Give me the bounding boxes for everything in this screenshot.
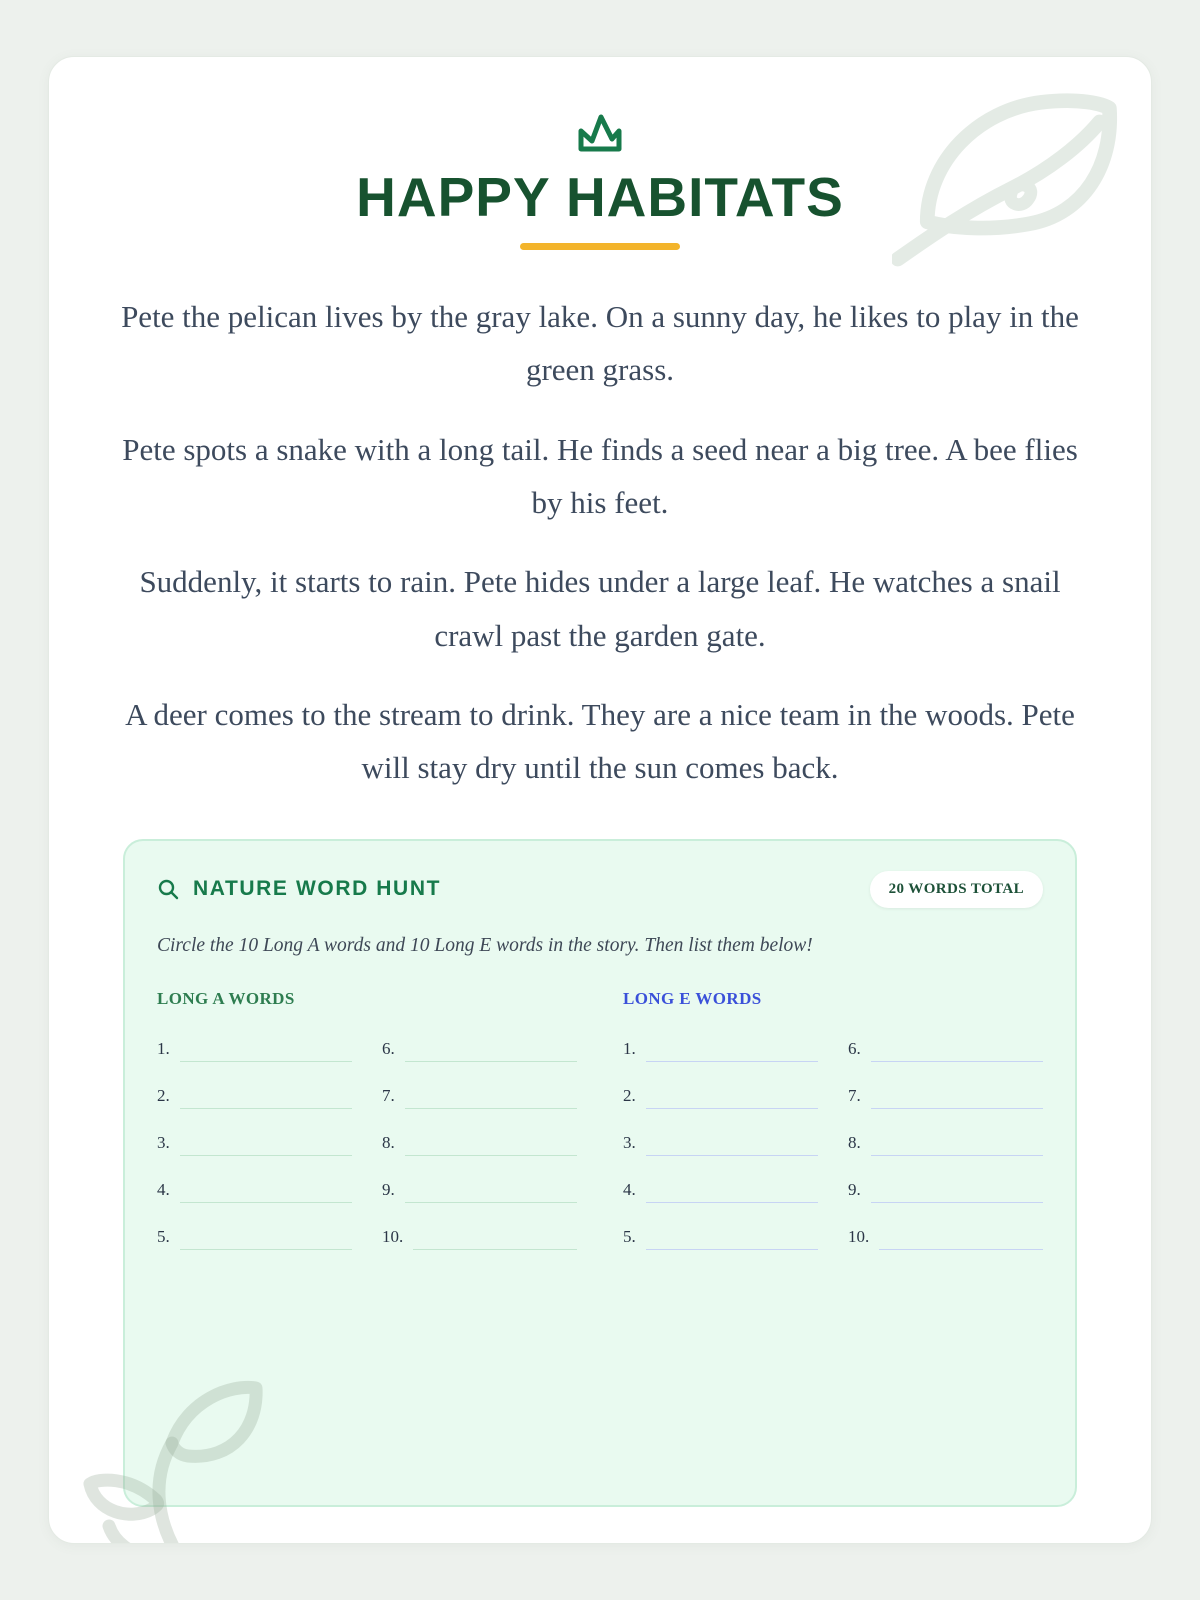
item-number: 1. — [623, 1038, 636, 1058]
answer-blank[interactable] — [646, 1249, 818, 1250]
item-number: 4. — [157, 1179, 170, 1199]
item-number: 7. — [848, 1085, 861, 1105]
story-paragraph: A deer comes to the stream to drink. They are a nice team in the woods. Pete will stay dry until the sun comes back. — [125, 696, 1075, 786]
answer-blank[interactable] — [180, 1108, 352, 1109]
word-lists — [157, 989, 1043, 1268]
item-number: 6. — [382, 1038, 395, 1058]
item-number: 2. — [157, 1085, 170, 1105]
long-a-heading: LONG A WORDS — [157, 988, 295, 1008]
answer-blank[interactable] — [871, 1061, 1043, 1062]
word-hunt-panel — [123, 839, 1077, 1507]
answer-blank[interactable] — [871, 1155, 1043, 1156]
word-count-badge: 20 WORDS TOTAL — [870, 871, 1043, 908]
answer-row — [157, 1127, 352, 1151]
worksheet-card — [48, 56, 1152, 1544]
item-number: 5. — [623, 1226, 636, 1246]
answer-blank[interactable] — [413, 1249, 577, 1250]
answer-row — [382, 1221, 577, 1245]
answer-blank[interactable] — [180, 1249, 352, 1250]
item-number: 7. — [382, 1085, 395, 1105]
answer-row — [623, 1174, 818, 1198]
answer-row — [848, 1127, 1043, 1151]
item-number: 2. — [623, 1085, 636, 1105]
answer-blank[interactable] — [405, 1155, 577, 1156]
answer-row — [623, 1080, 818, 1104]
item-number: 8. — [382, 1132, 395, 1152]
item-number: 9. — [382, 1179, 395, 1199]
answer-blank[interactable] — [180, 1202, 352, 1203]
item-number: 3. — [623, 1132, 636, 1152]
answer-row — [382, 1127, 577, 1151]
item-number: 4. — [623, 1179, 636, 1199]
item-number: 9. — [848, 1179, 861, 1199]
page-title: HAPPY HABITATS — [356, 166, 844, 228]
answer-blank[interactable] — [646, 1155, 818, 1156]
item-number: 6. — [848, 1038, 861, 1058]
answer-blank[interactable] — [180, 1155, 352, 1156]
story-paragraph: Pete the pelican lives by the gray lake. On a sunny day, he likes to play in the green grass. — [121, 299, 1079, 388]
long-a-section — [157, 989, 577, 1268]
title-underline — [520, 243, 680, 250]
word-hunt-title-row — [157, 877, 441, 901]
search-icon — [157, 878, 180, 901]
answer-row — [157, 1221, 352, 1245]
long-e-section — [623, 989, 1043, 1268]
answer-blank[interactable] — [871, 1202, 1043, 1203]
answer-row — [382, 1080, 577, 1104]
long-a-column-1 — [157, 1033, 352, 1268]
answer-row — [623, 1221, 818, 1245]
long-e-column-1 — [623, 1033, 818, 1268]
answer-row — [623, 1127, 818, 1151]
story-paragraph: Suddenly, it starts to rain. Pete hides under a large leaf. He watches a snail crawl past the garden gate. — [139, 564, 1061, 653]
answer-row — [848, 1080, 1043, 1104]
answer-row — [157, 1080, 352, 1104]
answer-blank[interactable] — [646, 1108, 818, 1109]
answer-blank[interactable] — [879, 1249, 1043, 1250]
answer-row — [157, 1033, 352, 1057]
answer-row — [382, 1033, 577, 1057]
answer-row — [848, 1221, 1043, 1245]
word-hunt-title: NATURE WORD HUNT — [193, 877, 442, 900]
word-hunt-header — [157, 871, 1043, 908]
answer-blank[interactable] — [405, 1202, 577, 1203]
item-number: 3. — [157, 1132, 170, 1152]
item-number: 10. — [382, 1226, 404, 1246]
answer-blank[interactable] — [405, 1061, 577, 1062]
answer-blank[interactable] — [646, 1061, 818, 1062]
long-e-heading: LONG E WORDS — [623, 988, 762, 1008]
mountain-logo-icon — [573, 107, 627, 153]
answer-row — [848, 1174, 1043, 1198]
word-hunt-instructions: Circle the 10 Long A words and 10 Long E words in the story. Then list them below! — [157, 934, 813, 956]
answer-blank[interactable] — [646, 1202, 818, 1203]
answer-row — [623, 1033, 818, 1057]
item-number: 1. — [157, 1038, 170, 1058]
long-e-column-2 — [848, 1033, 1043, 1268]
item-number: 5. — [157, 1226, 170, 1246]
answer-blank[interactable] — [871, 1108, 1043, 1109]
answer-blank[interactable] — [405, 1108, 577, 1109]
story-paragraph: Pete spots a snake with a long tail. He finds a seed near a big tree. A bee flies by his feet. — [122, 431, 1078, 520]
answer-blank[interactable] — [180, 1061, 352, 1062]
story-text — [118, 290, 1083, 795]
answer-row — [157, 1174, 352, 1198]
item-number: 10. — [848, 1226, 870, 1246]
long-a-column-2 — [382, 1033, 577, 1268]
answer-row — [382, 1174, 577, 1198]
answer-row — [848, 1033, 1043, 1057]
item-number: 8. — [848, 1132, 861, 1152]
